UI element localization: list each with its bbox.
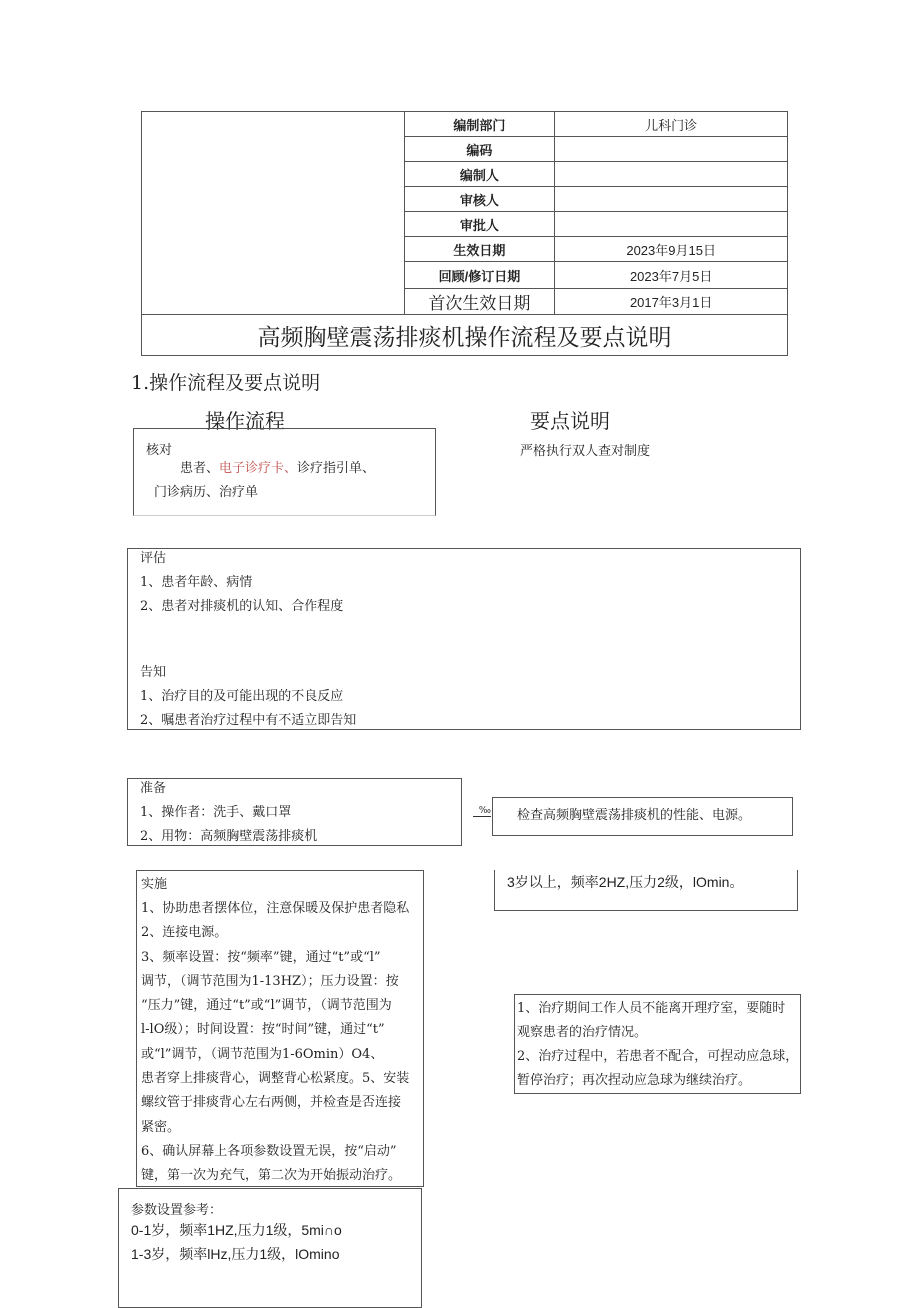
header-label: 编制人 — [404, 162, 555, 187]
implement-box — [136, 870, 424, 1187]
param-ref-title: 参数设置参考： — [131, 1203, 223, 1218]
check-text-highlight: 电子诊疗卡、 — [219, 461, 298, 476]
assess-title: 评估 — [140, 551, 167, 566]
implement-steps — [141, 897, 409, 1189]
section-heading: 1.操作流程及要点说明 — [131, 372, 321, 394]
implement-line: “压力”键，通过“t”或“l”调节，（调节范围为 — [141, 998, 392, 1014]
implement-line: 紧密。 — [141, 1119, 181, 1135]
header-label: 审批人 — [404, 212, 555, 237]
check-box — [133, 428, 436, 516]
treatment-note-line: 暂停治疗；再次捏动应急球为继续治疗。 — [517, 1073, 752, 1088]
header-label: 编码 — [404, 137, 555, 162]
check-note: 严格执行双人查对制度 — [520, 444, 651, 459]
column-heading-flow: 操作流程 — [205, 409, 285, 433]
prepare-box — [127, 778, 462, 846]
header-value: 儿科门诊 — [555, 112, 788, 137]
treatment-note-box — [514, 994, 801, 1094]
assess-item: 2、患者对排痰机的认知、合作程度 — [140, 599, 344, 614]
prepare-title: 准备 — [140, 781, 167, 796]
connector-mark: ‰ — [473, 806, 491, 817]
check-line-2: 门诊病历、治疗单 — [154, 485, 259, 500]
implement-line: 螺纹管于排痰背心左右两侧，并检查是否连接 — [141, 1095, 402, 1111]
check-text: 患者、 — [180, 461, 220, 476]
header-label: 回顾/修订日期 — [404, 262, 555, 289]
param-over3-box — [494, 870, 798, 911]
inform-item: 1、治疗目的及可能出现的不良反应 — [140, 689, 344, 704]
implement-title: 实施 — [141, 877, 168, 892]
header-value — [555, 212, 788, 237]
logo-cell — [142, 112, 405, 315]
param-ref-line: 0-1岁，频率1HZ,压力1级，5mi∩o — [131, 1222, 342, 1238]
assess-item: 1、患者年龄、病情 — [140, 575, 253, 590]
prepare-note-box — [492, 797, 793, 836]
param-ref-box — [118, 1188, 422, 1308]
check-line-1 — [180, 457, 375, 482]
header-value — [555, 162, 788, 187]
param-over3: 3岁以上，频率2HZ,压力2级，lOmin。 — [507, 874, 744, 890]
inform-title: 告知 — [140, 665, 167, 680]
header-value: 2023年9月15日 — [555, 237, 788, 262]
prepare-note: 检查高频胸壁震荡排痰机的性能、电源。 — [517, 808, 752, 823]
param-ref-line: 1-3岁，频率lHz,压力1级，lOmino — [131, 1246, 340, 1262]
implement-line: 3、频率设置：按“频率”键，通过“t”或“l” — [141, 949, 381, 965]
inform-item: 2、嘱患者治疗过程中有不适立即告知 — [140, 713, 357, 728]
header-label: 首次生效日期 — [404, 289, 555, 315]
header-value: 2017年3月1日 — [555, 289, 788, 315]
treatment-note-line: 2、治疗过程中，若患者不配合，可捏动应急球， — [517, 1049, 799, 1064]
implement-line: l-lO级）；时间设置：按“时间”键，通过“t” — [141, 1022, 385, 1038]
assess-box — [127, 548, 801, 730]
implement-line: 1、协助患者摆体位，注意保暖及保护患者隐私 — [141, 901, 410, 916]
header-label: 编制部门 — [404, 112, 555, 137]
treatment-note-lines — [517, 997, 798, 1093]
treatment-note-line: 1、治疗期间工作人员不能离开理疗室，要随时 — [517, 1001, 786, 1016]
implement-line: 调节，（调节范围为1-13HZ）；压力设置：按 — [141, 973, 399, 989]
implement-line: 或“l”调节，（调节范围为1-6Omin）O4、 — [141, 1046, 384, 1062]
header-label: 生效日期 — [404, 237, 555, 262]
document-header-table — [141, 111, 788, 356]
treatment-note-line: 观察患者的治疗情况。 — [517, 1025, 648, 1040]
document-title: 高频胸壁震荡排痰机操作流程及要点说明 — [142, 315, 788, 356]
header-value — [555, 137, 788, 162]
check-text: 诊疗指引单、 — [297, 461, 376, 476]
header-label: 审核人 — [404, 187, 555, 212]
header-value: 2023年7月5日 — [555, 262, 788, 289]
header-value — [555, 187, 788, 212]
check-title: 核对 — [146, 443, 173, 458]
implement-line: 2、连接电源。 — [141, 925, 228, 941]
implement-line: 键，第一次为充气，第二次为开始振动治疗。 — [141, 1168, 402, 1184]
prepare-item: 1、操作者：洗手、戴口罩 — [140, 805, 292, 820]
column-heading-points: 要点说明 — [530, 409, 610, 433]
prepare-item: 2、用物：高频胸壁震荡排痰机 — [140, 829, 318, 844]
implement-line: 患者穿上排痰背心，调整背心松紧度。5、安装 — [141, 1071, 410, 1087]
implement-line: 6、确认屏幕上各项参数设置无误，按“启动” — [141, 1143, 397, 1159]
